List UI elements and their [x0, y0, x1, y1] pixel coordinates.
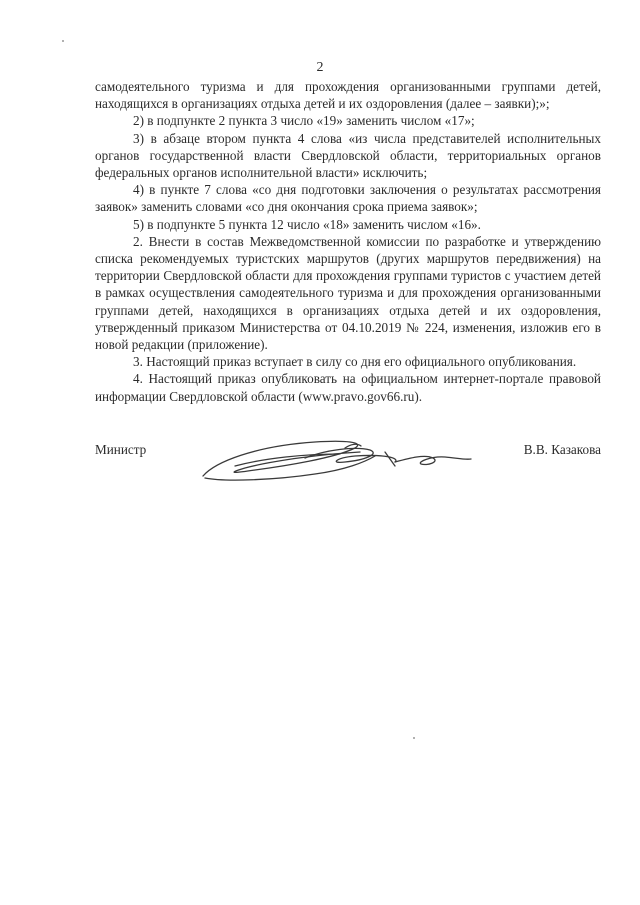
document-body: [95, 78, 601, 405]
signatory-name: В.В. Казакова: [523, 442, 601, 457]
paragraph-clause-2: 2. Внести в состав Межведомственной комиссии по разработке и утверждению списка рекомендуемых туристских маршрутов (других маршрутов передвижения) на территории Свердловской области для прохождения группами туристов с участием детей в рамках осуществления самодеятельного туризма и для прохождения организованными группами детей, находящихся в организациях отдыха детей и их оздоровления, утвержденный приказом Министерства от 04.10.2019 № 224, изменения, изложив его в новой редакции (приложение).: [95, 233, 601, 353]
page-number: 2: [316, 60, 324, 75]
scan-speck: [62, 40, 64, 42]
paragraph-item-5: 5) в подпункте 5 пункта 12 число «18» заменить числом «16».: [133, 216, 481, 232]
paragraph-item-4: 4) в пункте 7 слова «со дня подготовки заключения о результатах рассмотрения заявок» заменить словами «со дня окончания срока приема заявок»;: [95, 182, 601, 215]
paragraph-continuation: самодеятельного туризма и для прохождения организованными группами детей, находящихся в организациях отдыха детей и их оздоровления (далее – заявки);»;: [95, 79, 601, 112]
handwritten-signature: [195, 432, 475, 490]
signature-block: [95, 432, 601, 492]
paragraph-item-3: 3) в абзаце втором пункта 4 слова «из числа представителей исполнительных органов государственной власти Свердловской области, территориальных органов федеральных органов исполнительной власти» исключить;: [95, 130, 601, 181]
paragraph-clause-3: 3. Настоящий приказ вступает в силу со дня его официального опубликования.: [133, 354, 577, 370]
signatory-title: Министр: [95, 442, 147, 457]
paragraph-item-2: 2) в подпункте 2 пункта 3 число «19» заменить числом «17»;: [133, 113, 475, 129]
scan-speck: [413, 737, 415, 739]
paragraph-clause-4: 4. Настоящий приказ опубликовать на официальном интернет-портале правовой информации Свердловской области (www.pravo.gov66.ru).: [95, 371, 601, 404]
